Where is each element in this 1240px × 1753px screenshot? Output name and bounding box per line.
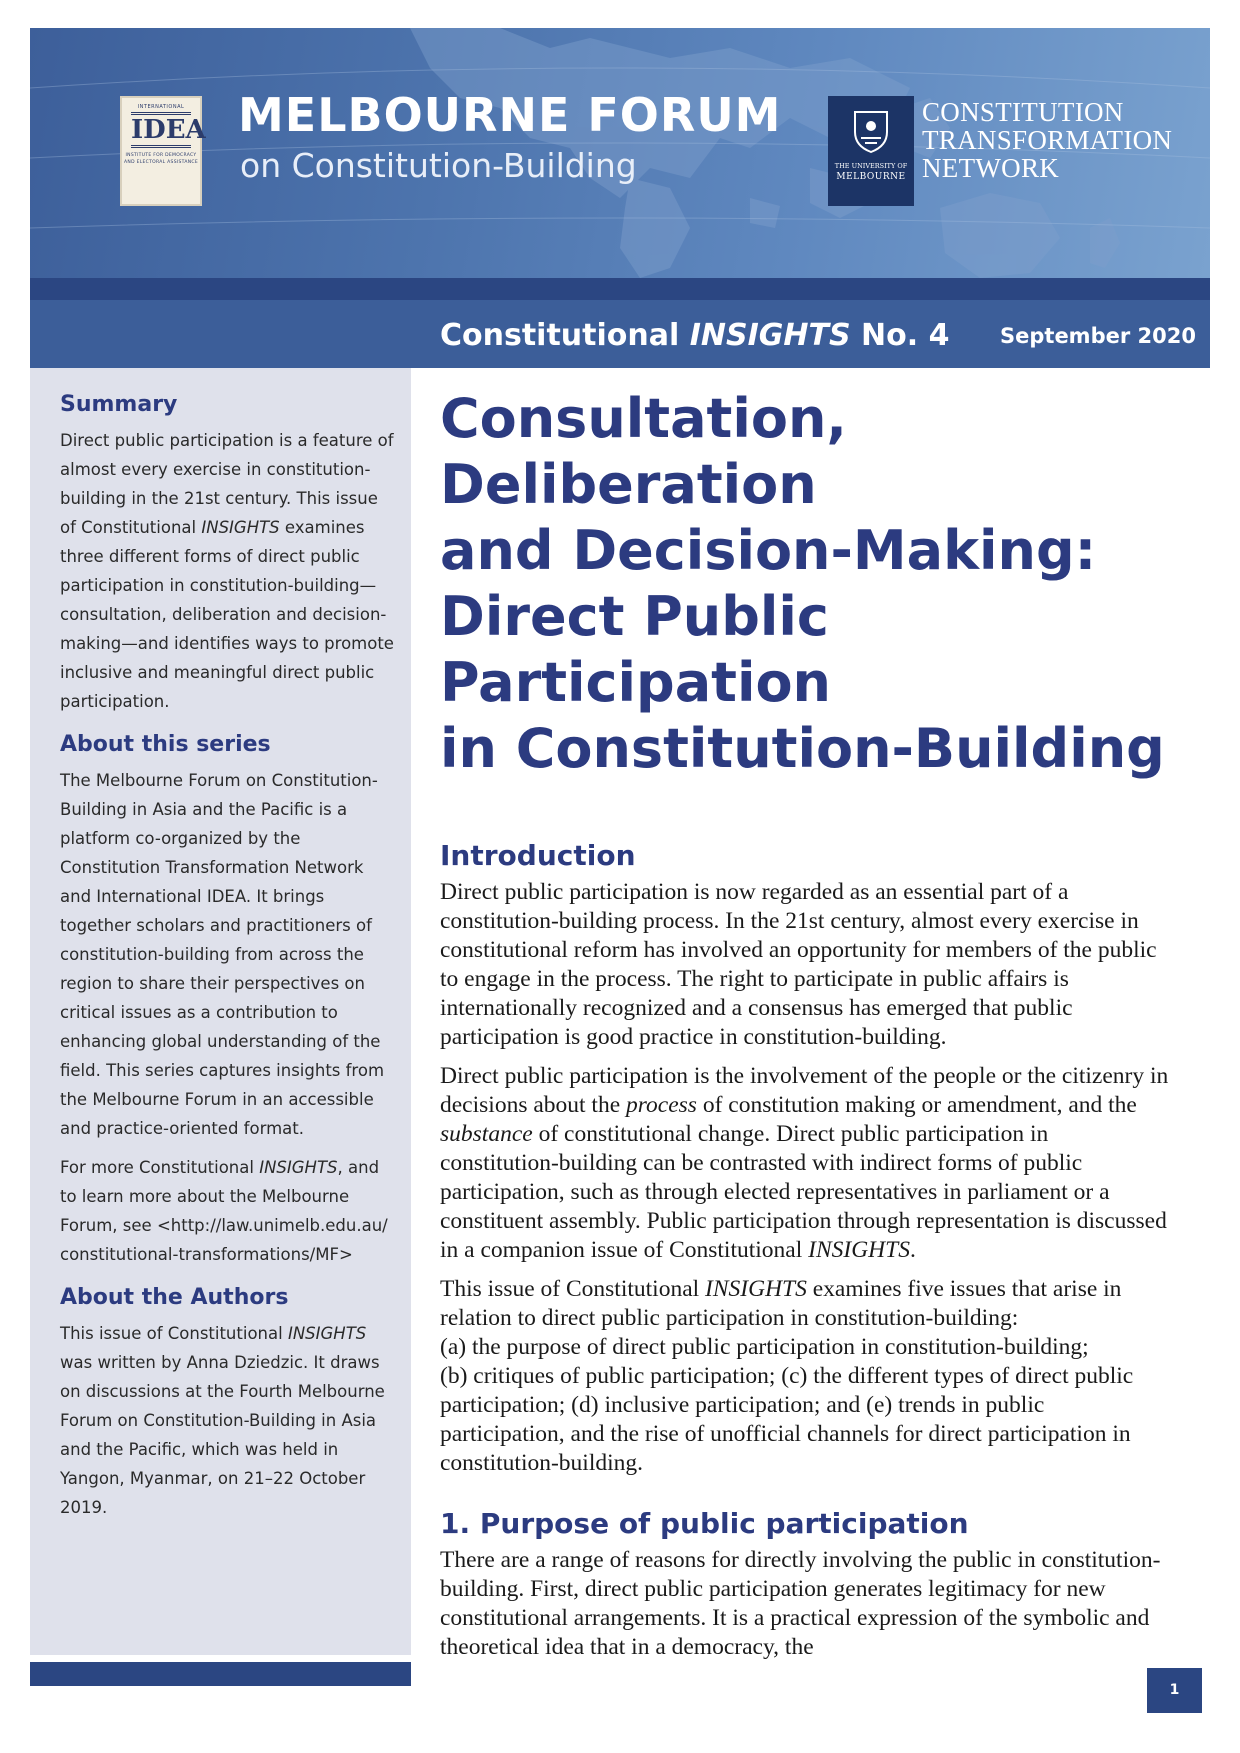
series-heading: About this series (60, 732, 271, 757)
authors-text: This issue of Constitutional INSIGHTS was written by Anna Dziedzic. It draws on discussions at the Fourth Melbourne Forum on Constitution-Building in Asia and the Pacific, which was held in Yangon, Myanmar, on 21–22 October 2019. (60, 1324, 385, 1517)
uom-logo-name: MELBOURNE (836, 172, 906, 182)
uom-logo-small-text: THE UNIVERSITY OF (834, 162, 908, 170)
intro-paragraph-3: This issue of Constitutional INSIGHTS examines five issues that arise in relation to direct public participation in constitution-building: (a) the purpose of direct public participation in constitution-building; (b) critiques of public participation; (c) the different types of direct public participation; (d) inclusive participation; and (e) trends in public participation, and the rise of unofficial channels for direct participation in constitution-building. (440, 1276, 1134, 1476)
sidebar-content (60, 392, 395, 1532)
series-date: September 2020 (1000, 324, 1196, 348)
intro-paragraph-2: Direct public participation is the involvement of the people or the citizenry in decisions about the process of constitution making or amendment, and the substance of constitutional change. Direct public participation in constitution-building can be contrasted with indirect forms of public participation, such as through elected representatives in parliament or a constituent assembly. Public participation through representation is discussed in a companion issue of Constitutional INSIGHTS. (440, 1063, 1169, 1263)
forum-subtitle: on Constitution-Building (240, 146, 637, 185)
authors-heading: About the Authors (60, 1285, 289, 1310)
summary-heading: Summary (60, 392, 178, 417)
intro-paragraph-1: Direct public participation is now regarded as an essential part of a constitution-building process. In the 21st century, almost every exercise in constitutional reform has involved an opportunity for members of the public to engage in the process. The right to participate in public affairs is internationally recognized and a consensus has emerged that public participation is good practice in constitution-building. (440, 879, 1157, 1050)
summary-text: Direct public participation is a feature of almost every exercise in constitution-building in the 21st century. This issue of Constitutional INSIGHTS examines three different forms of direct public participation in constitution-building—consultation, deliberation and decision-making—and identifies ways to promote inclusive and meaningful direct public participation. (60, 431, 394, 711)
university-of-melbourne-logo (828, 96, 914, 206)
network-line-3: NETWORK (922, 153, 1060, 183)
series-number: No. 4 (861, 318, 950, 353)
series-insights: INSIGHTS (689, 318, 851, 353)
forum-link-continued[interactable]: constitutional-transformations/MF> (60, 1245, 353, 1264)
sidebar-bottom-bar (30, 1662, 411, 1686)
idea-logo-top-text: INTERNATIONAL (137, 104, 185, 110)
idea-logo-bottom-text: INSTITUTE FOR DEMOCRACY AND ELECTORAL ASSISTANCE (124, 153, 198, 165)
forum-title: MELBOURNE FORUM (238, 88, 782, 142)
network-name (922, 98, 1172, 182)
series-title (440, 318, 949, 353)
idea-logo (120, 96, 206, 206)
main-content (440, 386, 1170, 1672)
idea-logo-mark: IDEA (131, 112, 191, 148)
more-info-text: For more Constitutional INSIGHTS, and to learn more about the Melbourne Forum, see <http://law.unimelb.edu.au/ constitutional-transformations/MF> (60, 1158, 388, 1264)
introduction-heading: Introduction (440, 839, 636, 872)
university-crest-icon (851, 108, 891, 154)
forum-link[interactable]: <http://law.unimelb.edu.au/ (156, 1216, 388, 1235)
section-1-heading: 1. Purpose of public participation (440, 1507, 969, 1540)
network-line-1: CONSTITUTION (922, 97, 1124, 127)
page-title: Consultation, Deliberation and Decision-Making: Direct Public Participation in Constitution-Building (440, 387, 1165, 780)
section-1-paragraph: There are a range of reasons for directly involving the public in constitution-building. First, direct public participation generates legitimacy for new constitutional arrangements. It is a practical expression of the symbolic and theoretical idea that in a democracy, the (440, 1547, 1161, 1660)
page-number: 1 (1147, 1668, 1202, 1713)
banner-stripe (30, 278, 1210, 300)
series-prefix: Constitutional (440, 318, 680, 353)
series-text: The Melbourne Forum on Constitution-Building in Asia and the Pacific is a platform co-organized by the Constitution Transformation Network and International IDEA. It brings together scholars and practitioners of constitution-building from across the region to share their perspectives on critical issues as a contribution to enhancing global understanding of the field. This series captures insights from the Melbourne Forum in an accessible and practice-oriented format. (60, 771, 385, 1138)
network-line-2: TRANSFORMATION (922, 125, 1173, 155)
